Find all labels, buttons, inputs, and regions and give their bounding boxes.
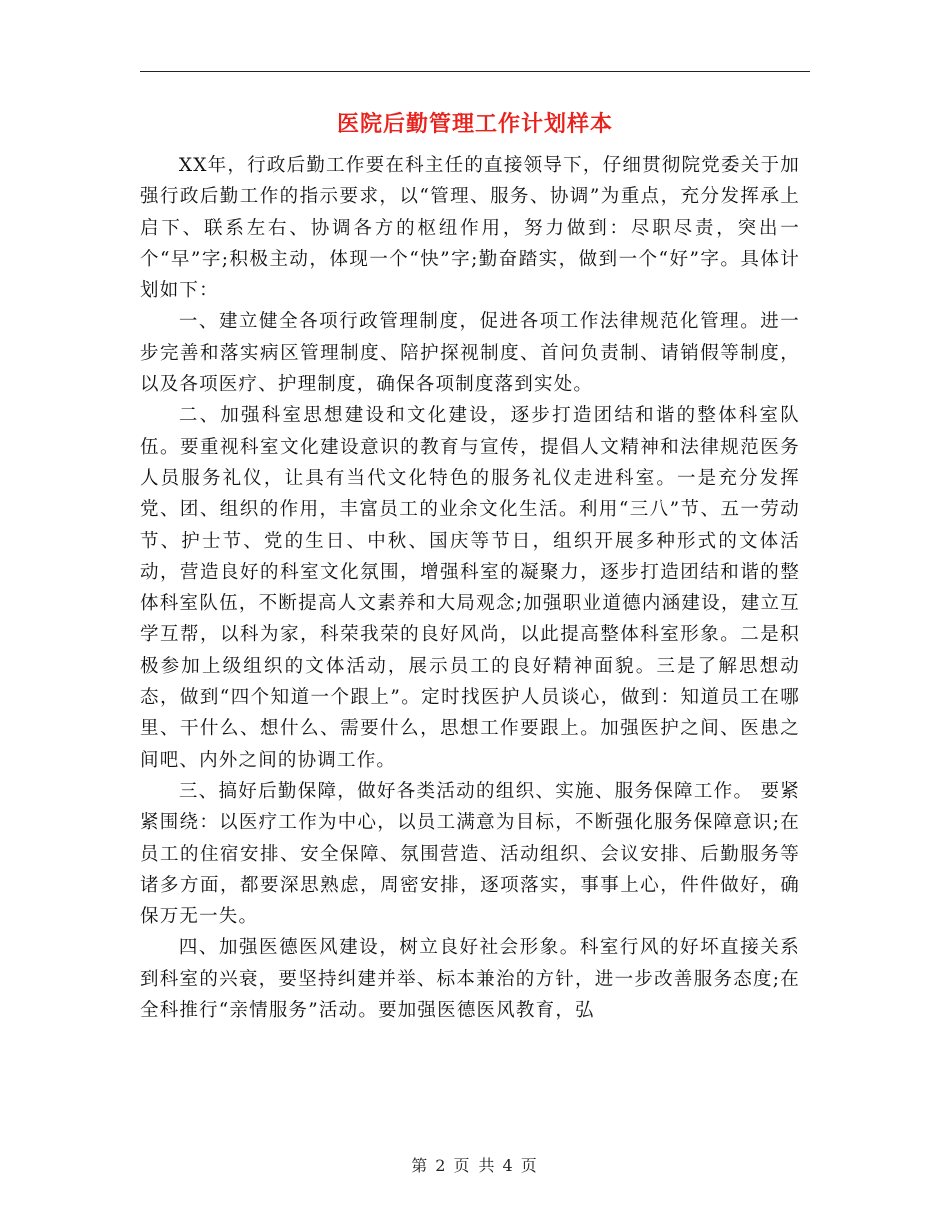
footer-prefix: 第 xyxy=(411,1156,430,1175)
paragraph-section-3: 三、搞好后勤保障，做好各类活动的组织、实施、服务保障工作。 要紧紧围绕：以医疗工作为中心，以员工满意为目标，不断强化服务保障意识;在员工的住宿安排、安全保障、氛围营造、活动组织、会议安排、后勤服务等诸多方面，都要深思熟虑，周密安排，逐项落实，事事上心，件件做好，确保万无一失。 xyxy=(140,780,800,928)
paragraph-intro: XX年，行政后勤工作要在科主任的直接领导下，仔细贯彻院党委关于加强行政后勤工作的指示要求，以“管理、服务、协调”为重点，充分发挥承上启下、联系左右、协调各方的枢纽作用，努力做到：尽职尽责，突出一个“早”字;积极主动，体现一个“快”字;勤奋踏实，做到一个“好”字。具体计划如下： xyxy=(140,155,800,302)
paragraph-section-2: 二、加强科室思想建设和文化建设，逐步打造团结和谐的整体科室队伍。要重视科室文化建设意识的教育与宣传，提倡人文精神和法律规范医务人员服务礼仪，让具有当代文化特色的服务礼仪走进科室。一是充分发挥党、团、组织的作用，丰富员工的业余文化生活。利用“三八”节、五一劳动节、护士节、党的生日、中秋、国庆等节日，组织开展多种形式的文体活动，营造良好的科室文化氛围，增强科室的凝聚力，逐步打造团结和谐的整体科室队伍，不断提高人文素养和大局观念;加强职业道德内涵建设，建立互学互帮，以科为家，科荣我荣的良好风尚，以此提高整体科室形象。二是积极参加上级组织的文体活动，展示员工的良好精神面貌。三是了解思想动态，做到“四个知道一个跟上”。定时找医护人员谈心，做到：知道员工在哪里、干什么、想什么、需要什么，思想工作要跟上。加强医护之间、医患之间吧、内外之间的协调工作。 xyxy=(140,405,800,771)
document-body xyxy=(140,150,800,1026)
paragraph-section-4: 四、加强医德医风建设，树立良好社会形象。科室行风的好坏直接关系到科室的兴衰，要坚持纠建并举、标本兼治的方针，进一步改善服务态度;在全科推行“亲情服务”活动。要加强医德医风教育，弘 xyxy=(140,937,800,1022)
document-title: 医院后勤管理工作计划样本 xyxy=(336,112,613,137)
paragraph-section-1: 一、建立健全各项行政管理制度，促进各项工作法律规范化管理。进一步完善和落实病区管理制度、陪护探视制度、首问负责制、请销假等制度，以及各项医疗、护理制度，确保各项制度落到实处。 xyxy=(140,311,800,396)
header-rule xyxy=(140,71,810,72)
footer-page-current: 2 xyxy=(435,1156,448,1175)
page-footer xyxy=(0,1155,950,1177)
footer-page-total: 4 xyxy=(502,1156,515,1175)
footer-suffix: 页 xyxy=(520,1156,539,1175)
footer-middle: 页 共 xyxy=(453,1156,497,1175)
